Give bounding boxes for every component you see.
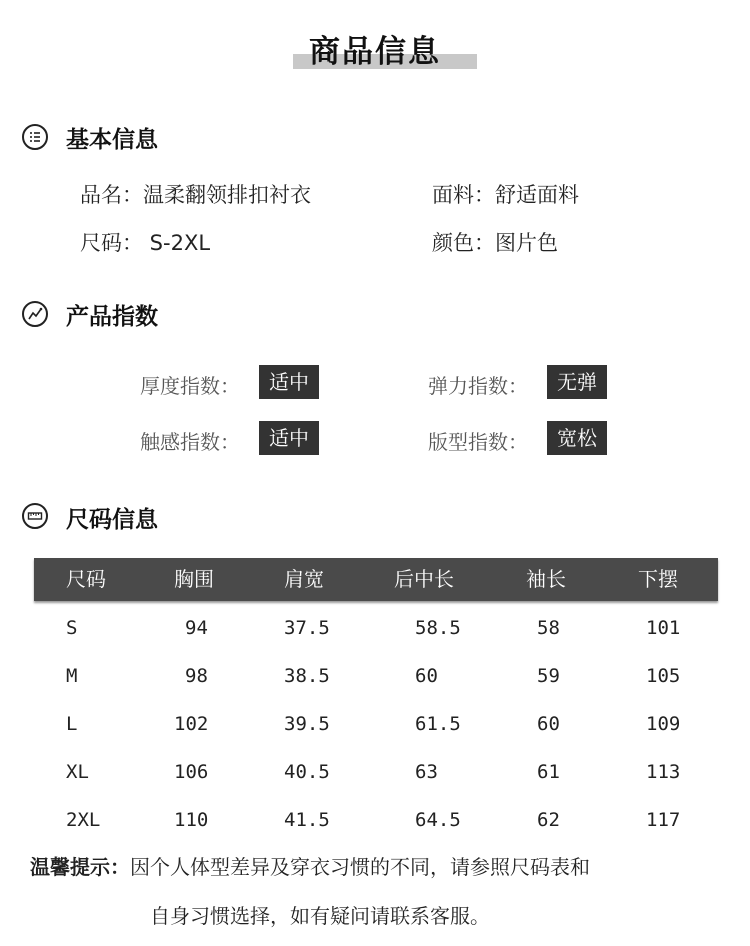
page-title: 商品信息 [309,34,441,70]
cell-chest: 110 [174,809,209,831]
column-header-size: 尺码 [66,567,106,591]
column-header-sleeve: 袖长 [526,567,566,591]
cell-size: XL [66,761,89,783]
product-fabric: 面料：舒适面料 [432,183,579,207]
cell-sleeve: 62 [537,809,560,831]
fit-index-label: 版型指数： [428,430,528,454]
column-header-shoulder: 肩宽 [284,567,324,591]
cell-shoulder: 37.5 [284,617,330,639]
cell-sleeve: 61 [537,761,560,783]
trend-chart-icon [22,301,48,327]
product-name: 品名：温柔翻领排扣衬衣 [80,183,311,207]
cell-shoulder: 39.5 [284,713,330,735]
cell-hem: 117 [646,809,681,831]
product-color: 颜色：图片色 [432,231,558,255]
cell-hem: 101 [646,617,681,639]
cell-back-length: 58.5 [415,617,461,639]
ruler-icon [22,503,48,529]
cell-sleeve: 59 [537,665,560,687]
cell-chest: 98 [185,665,208,687]
fit-index-value: 宽松 [547,421,607,455]
elasticity-index-label: 弹力指数： [428,374,528,398]
product-index-heading: 产品指数 [66,304,158,330]
cell-shoulder: 38.5 [284,665,330,687]
cell-hem: 113 [646,761,681,783]
cell-back-length: 64.5 [415,809,461,831]
cell-chest: 94 [185,617,208,639]
tip-text-1: 因个人体型差异及穿衣习惯的不同，请参照尺码表和 [130,855,590,879]
cell-hem: 105 [646,665,681,687]
cell-back-length: 63 [415,761,438,783]
size-info-heading: 尺码信息 [66,507,158,533]
cell-chest: 102 [174,713,209,735]
product-size-range: 尺码： S-2XL [80,231,211,255]
cell-chest: 106 [174,761,209,783]
column-header-back-length: 后中长 [394,567,454,591]
cell-back-length: 60 [415,665,438,687]
column-header-hem: 下摆 [638,567,678,591]
thickness-index-value: 适中 [259,365,319,399]
thickness-index-label: 厚度指数： [140,374,240,398]
cell-shoulder: 40.5 [284,761,330,783]
elasticity-index-value: 无弹 [547,365,607,399]
tip-label: 温馨提示： [30,855,130,879]
touch-index-label: 触感指数： [140,430,240,454]
tip-text-2: 自身习惯选择，如有疑问请联系客服。 [150,904,490,928]
basic-info-heading: 基本信息 [66,127,158,153]
column-header-chest: 胸围 [174,567,214,591]
cell-sleeve: 60 [537,713,560,735]
cell-size: S [66,617,78,639]
cell-sleeve: 58 [537,617,560,639]
size-table-header [34,558,718,601]
cell-back-length: 61.5 [415,713,461,735]
cell-size: M [66,665,78,687]
touch-index-value: 适中 [259,421,319,455]
cell-hem: 109 [646,713,681,735]
list-icon [22,124,48,150]
cell-size: L [66,713,78,735]
tip-line-1 [30,851,590,880]
cell-size: 2XL [66,809,101,831]
cell-shoulder: 41.5 [284,809,330,831]
